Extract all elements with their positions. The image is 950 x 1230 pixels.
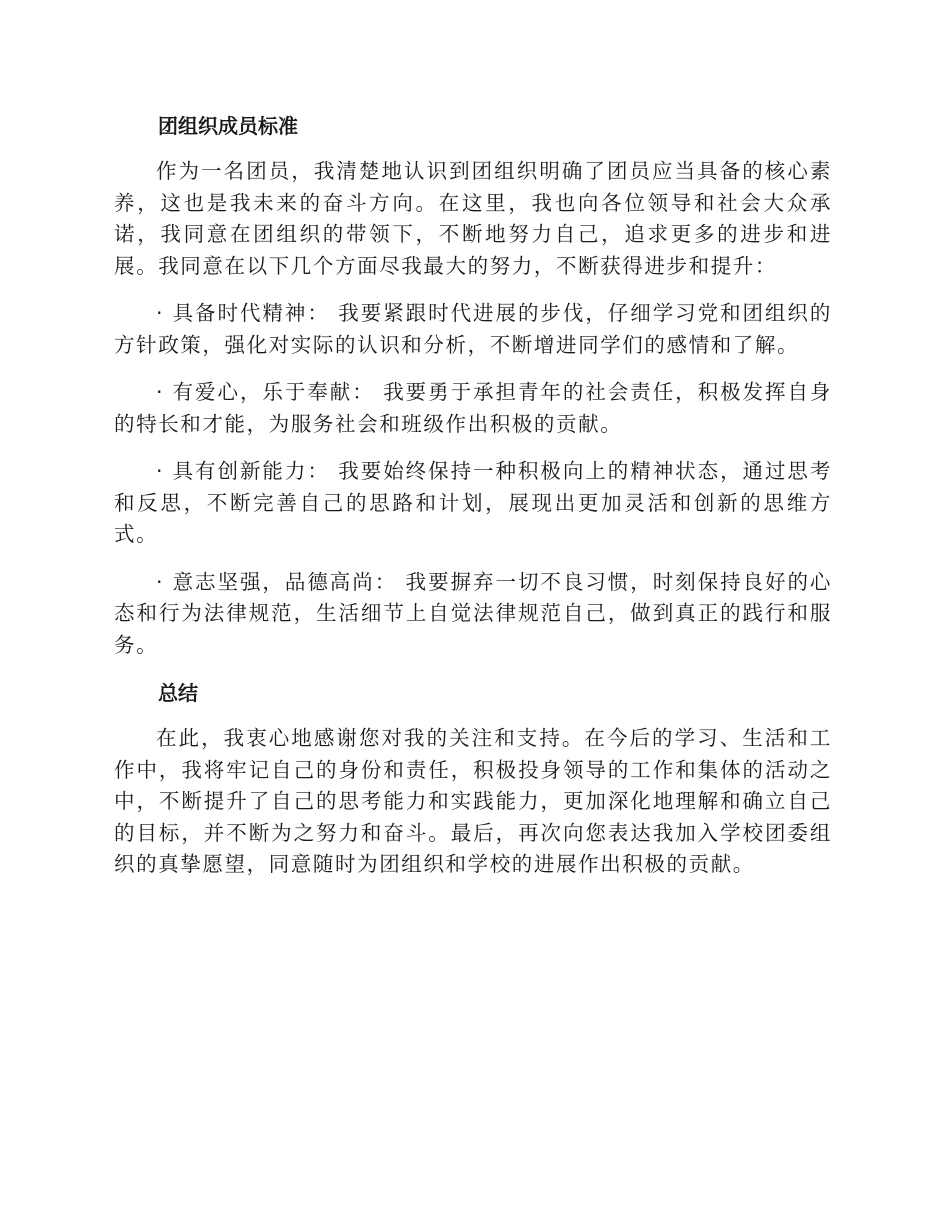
list-item-title: · 具有创新能力： <box>156 459 330 483</box>
section-heading-summary: 总结 <box>158 681 198 705</box>
list-item-strong-will <box>114 567 832 662</box>
intro-paragraph: 作为一名团员，我清楚地认识到团组织明确了团员应当具备的核心素养，这也是我未来的奋斗方向。在这里，我也向各位领导和社会大众承诺，我同意在团组织的带领下，不断地努力自己，追求更多的进步和进展。我同意在以下几个方面尽我最大的努力，不断获得进步和提升： <box>114 159 832 278</box>
section-heading-member-standards: 团组织成员标准 <box>158 114 298 138</box>
list-item-dedication <box>114 377 832 440</box>
list-item-title: · 有爱心，乐于奉献： <box>156 380 375 404</box>
list-item-title: · 意志坚强，品德高尚： <box>156 569 398 594</box>
list-item-text: 我要始终保持一种积极向上的精神状态，通过思考和反思，不断完善自己的思路和计划，展现出更加灵活和创新的思维方式。 <box>114 459 832 546</box>
list-item-innovation <box>114 456 832 551</box>
list-item-text: 我要紧跟时代进展的步伐，仔细学习党和团组织的方针政策，强化对实际的认识和分析，不断增进同学们的感情和了解。 <box>114 301 832 357</box>
list-item-text: 我要摒弃一切不良习惯，时刻保持良好的心态和行为法律规范，生活细节上自觉法律规范自己，做到真正的践行和服务。 <box>114 569 832 657</box>
list-item-text: 我要勇于承担青年的社会责任，积极发挥自身的特长和才能，为服务社会和班级作出积极的贡献。 <box>114 380 833 436</box>
list-item-title: · 具备时代精神： <box>156 301 330 325</box>
list-item-era-spirit <box>114 298 832 361</box>
summary-paragraph: 在此，我衷心地感谢您对我的关注和支持。在今后的学习、生活和工作中，我将牢记自己的身份和责任，积极投身领导的工作和集体的活动之中，不断提升了自己的思考能力和实践能力，更加深化地理解和确立自己的目标，并不断为之努力和奋斗。最后，再次向您表达我加入学校团委组织的真挚愿望，同意随时为团组织和学校的进展作出积极的贡献。 <box>114 726 832 876</box>
